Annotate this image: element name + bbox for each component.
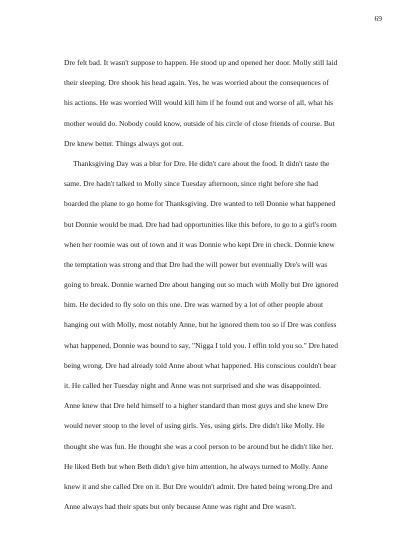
text-line: hanging out with Molly, most notably Anne, but he ignored them too so if Dre was confess — [64, 320, 337, 330]
text-line: He liked Beth but when Beth didn't give him attention, he always turned to Molly. Anne — [64, 461, 328, 471]
text-line: thought she was fun. He thought she was a cool person to be around but he didn't like her. — [64, 441, 334, 451]
text-line: Dre felt bad. It wasn't suppose to happen. He stood up and opened her door. Molly still laid — [64, 58, 338, 67]
text-line: Dre knew better. Things always got out. — [64, 138, 184, 148]
paragraph — [64, 53, 394, 154]
text-line: when her roomie was out of town and it was Donnie who kept Dre in check. Donnie knew — [64, 239, 335, 249]
text-line: what happened, Donnie was bound to say, "Nigga I told you. I effin told you so." Dre hated — [64, 340, 338, 350]
text-line: it. He called her Tuesday night and Anne was not surprised and she was disappointed. — [64, 381, 322, 390]
body-text — [64, 53, 394, 517]
text-line: mother would do. Nobody could know, outside of his circle of close friends of course. But — [64, 118, 335, 128]
text-line: the temptation was strong and that Dre had the will power but eventually Dre's will was — [64, 259, 328, 269]
text-line: his actions. He was worried Will would kill him if he found out and worse of all, what his — [64, 98, 334, 108]
text-line: boarded the plane to go home for Thanksgiving. Dre wanted to tell Donnie what happened — [64, 199, 336, 209]
paragraph — [64, 154, 394, 517]
text-line: being wrong. Dre had already told Anne about what happened. His conscious couldn't bear — [64, 360, 337, 370]
text-line: going to break. Donnie warned Dre about hanging out so much with Molly but Dre ignored — [64, 280, 339, 290]
text-line: would never stoop to the level of using girls. Yes, using girls. Dre didn't like Molly. He — [64, 421, 325, 431]
text-line: but Donnie would be mad. Dre had had opportunities like this before, to go to a girl's room — [64, 219, 337, 229]
text-line: Thanksgiving Day was a blur for Dre. He didn't care about the food. It didn't taste the — [73, 158, 330, 168]
page-number: 69 — [374, 14, 382, 23]
text-line: knew it and she called Dre on it. But Dre wouldn't admit. Dre hated being wrong.Dre and — [64, 481, 333, 491]
text-line: their sleeping. Dre shook his head again. Yes, he was worried about the consequences of — [64, 78, 329, 88]
text-line: same. Dre hadn't talked to Molly since Tuesday afternoon, since right before she had — [64, 179, 318, 189]
text-line: Anne knew that Dre held himself to a higher standard than most guys and she knew Dre — [64, 401, 329, 411]
text-line: Anne always had their spats but only because Anne was right and Dre wasn't. — [64, 502, 297, 512]
text-line: him. He decided to fly solo on this one. Dre was warned by a lot of other people about — [64, 300, 324, 310]
